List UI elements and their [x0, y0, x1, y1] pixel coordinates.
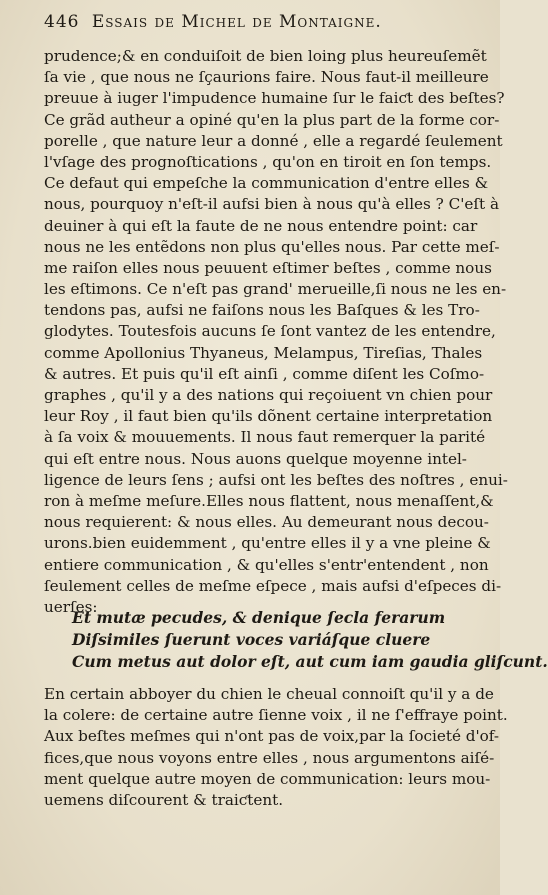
text-line: uerſes:	[44, 597, 98, 616]
text-line: ſeulement celles de meſme eſpece , mais aufsi d'eſpeces di-	[44, 576, 502, 595]
text-line: ligence de leurs ſens ; aufsi ont les beſtes des noſtres , enui-	[44, 470, 508, 489]
text-line: urons.bien euidemment , qu'entre elles il y a vne pleine &	[44, 534, 491, 553]
text-line: fices,que nous voyons entre elles , nous argumentons aiſé-	[44, 748, 495, 767]
text-line: ron à meſme meſure.Elles nous flattent, nous menaſſent,&	[44, 491, 494, 510]
text-line: entiere communication , & qu'elles s'entr'entendent , non	[44, 555, 489, 574]
text-line: à ſa voix & mouuements. Il nous faut remerquer la parité	[44, 428, 486, 447]
text-line: uemens diſcourent & traiƈtent.	[44, 790, 284, 809]
quote-line: Et mutæ pecudes, & denique ſecla ferarum	[72, 608, 446, 627]
text-line: me raiſon elles nous peuuent eſtimer beſtes , comme nous	[44, 258, 492, 277]
text-line: l'vſage des prognoſtications , qu'on en tiroit en ſon temps.	[44, 152, 492, 171]
text-line: prudence;& en conduiſoit de bien loing plus heureuſemẽt	[44, 47, 487, 65]
text-line: En certain abboyer du chien le cheual connoiſt qu'il y a de	[44, 685, 494, 703]
page-header	[44, 12, 484, 46]
latin-quotation	[72, 607, 548, 673]
closing-paragraph	[44, 684, 508, 811]
text-line: ment quelque autre moyen de communication: leurs mou-	[44, 769, 491, 788]
text-line: & autres. Et puis qu'il eſt ainſi , comme diſent les Coſmo-	[44, 364, 485, 383]
text-line: qui eſt entre nous. Nous auons quelque moyenne intel-	[44, 449, 467, 468]
running-title: Essais de Michel de Montaigne.	[91, 12, 382, 32]
body-paragraph	[44, 46, 508, 618]
page-number: 446	[44, 12, 80, 32]
quote-line: Diſsimiles ſuerunt voces variáſque cluere	[72, 630, 431, 649]
text-line: graphes , qu'il y a des nations qui reçoiuent vn chien pour	[44, 386, 493, 404]
text-line: la colere: de certaine autre ſienne voix , il ne ſ'effraye point.	[44, 706, 508, 725]
text-line: Aux beſtes meſmes qui n'ont pas de voix,par la ſocieté d'of-	[44, 727, 500, 746]
text-line: ſa vie , que nous ne ſçaurions faire. Nous faut-il meilleure	[44, 68, 489, 87]
text-line: preuue à iuger l'impudence humaine ſur le faiƈt des beſtes?	[44, 89, 505, 108]
text-line: nous, pourquoy n'eſt-il aufsi bien à nous qu'à elles ? C'eſt à	[44, 195, 500, 214]
text-line: tendons pas, aufsi ne faiſons nous les Baſques & les Tro-	[44, 301, 480, 320]
text-line: glodytes. Toutesfois aucuns ſe ſont vantez de les entendre,	[44, 322, 496, 341]
text-line: Ce defaut qui empeſche la communication d'entre elles &	[44, 174, 489, 193]
text-line: Ce grãd autheur a opiné qu'en la plus part de la forme cor-	[44, 110, 500, 129]
text-line: porelle , que nature leur a donné , elle a regardé ſeulement	[44, 131, 503, 150]
text-line: leur Roy , il faut bien qu'ils dõnent certaine interpretation	[44, 407, 493, 426]
text-line: nous requierent: & nous elles. Au demeurant nous decou-	[44, 513, 489, 532]
text-line: nous ne les entẽdons non plus qu'elles nous. Par cette meſ-	[44, 237, 500, 256]
text-line: comme Apollonius Thyaneus, Melampus, Tireſias, Thales	[44, 343, 483, 362]
text-line: les eſtimons. Ce n'eſt pas grand' merueille,ſi nous ne les en-	[44, 280, 507, 299]
text-line: deuiner à qui eſt la faute de ne nous entendre point: car	[44, 216, 478, 235]
quote-line: Cum metus aut dolor eſt, aut cum iam gaudia gliſcunt.	[72, 652, 548, 671]
